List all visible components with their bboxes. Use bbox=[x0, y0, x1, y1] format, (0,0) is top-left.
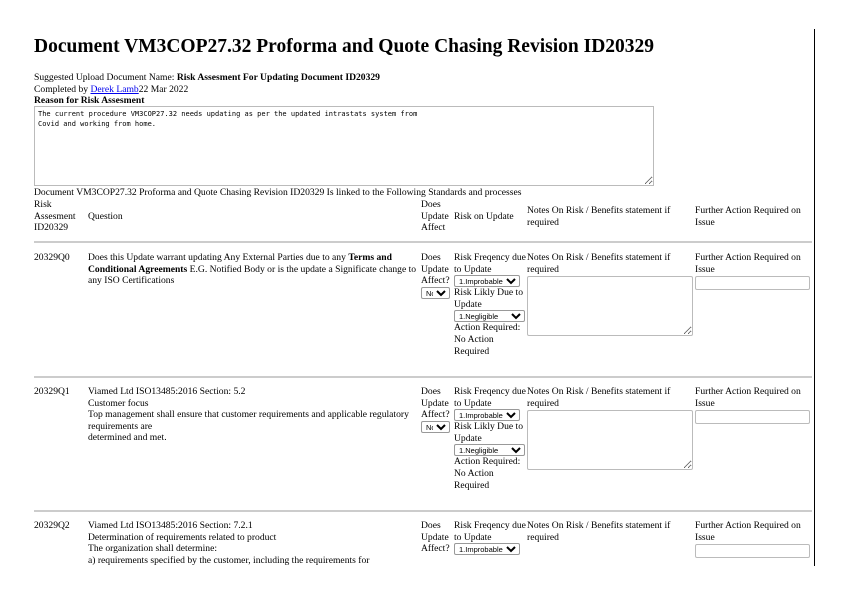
header-notes: Notes On Risk / Benefits statement if required bbox=[527, 205, 671, 228]
affect-label: Does Update Affect? bbox=[421, 386, 450, 421]
linked-standards-text: Document VM3COP27.32 Proforma and Quote Chasing Revision ID20329 Is linked to the Following Standards and processes bbox=[34, 187, 522, 198]
notes-textarea[interactable] bbox=[527, 276, 693, 336]
notes-label: Notes On Risk / Benefits statement if required bbox=[527, 386, 671, 409]
affect-cell bbox=[421, 386, 454, 433]
header-question: Question bbox=[88, 211, 123, 222]
action-label: Action Required: bbox=[454, 456, 521, 468]
table-row bbox=[34, 520, 812, 580]
action-value: No Action Required bbox=[454, 333, 494, 357]
affect-select[interactable] bbox=[421, 287, 450, 299]
further-label: Further Action Required on Issue bbox=[695, 252, 801, 275]
question-line: Customer focus bbox=[88, 397, 149, 409]
affect-cell bbox=[421, 252, 454, 299]
divider bbox=[34, 376, 812, 378]
row-id: 20329Q2 bbox=[34, 520, 70, 531]
risk-cell bbox=[454, 520, 526, 555]
freq-select[interactable] bbox=[454, 409, 520, 421]
freq-label: Risk Freqency due to Update bbox=[454, 386, 526, 409]
reason-label: Reason for Risk Assesment bbox=[34, 95, 145, 107]
header-risk: Risk on Update bbox=[454, 211, 514, 222]
row-question bbox=[88, 386, 418, 444]
question-text: E.G. Notified Body or is the update a Significate change to any ISO Certifications bbox=[88, 263, 417, 287]
row-id: 20329Q0 bbox=[34, 252, 70, 263]
table-row bbox=[34, 386, 812, 506]
further-label: Further Action Required on Issue bbox=[695, 386, 801, 409]
further-input[interactable] bbox=[695, 544, 810, 558]
further-input[interactable] bbox=[695, 276, 810, 290]
likely-select[interactable] bbox=[454, 444, 525, 456]
table-header bbox=[34, 199, 812, 239]
table-row bbox=[34, 252, 812, 372]
row-id: 20329Q1 bbox=[34, 386, 70, 397]
further-cell bbox=[695, 252, 813, 290]
affect-cell bbox=[421, 520, 454, 555]
affect-label: Does Update Affect? bbox=[421, 520, 450, 555]
header-affect: Does Update Affect bbox=[421, 199, 449, 234]
divider bbox=[34, 510, 812, 512]
row-question bbox=[88, 520, 418, 566]
page-edge-line bbox=[814, 29, 815, 566]
divider bbox=[34, 241, 812, 243]
reason-textarea[interactable] bbox=[34, 106, 654, 186]
action-label: Action Required: bbox=[454, 322, 521, 334]
action-value: No Action Required bbox=[454, 467, 494, 491]
freq-label: Risk Freqency due to Update bbox=[454, 520, 526, 543]
document-meta bbox=[34, 72, 734, 107]
freq-select[interactable] bbox=[454, 275, 520, 287]
notes-textarea[interactable] bbox=[527, 410, 693, 470]
notes-label: Notes On Risk / Benefits statement if required bbox=[527, 520, 671, 543]
notes-label: Notes On Risk / Benefits statement if required bbox=[527, 252, 671, 275]
upload-label: Suggested Upload Document Name: bbox=[34, 72, 177, 83]
question-bold: Terms and Conditional Agreements bbox=[88, 252, 392, 275]
question-line: Viamed Ltd ISO13485:2016 Section: 7.2.1 bbox=[88, 520, 253, 531]
question-line: The organization shall determine: bbox=[88, 543, 218, 555]
completed-by-label: Completed by bbox=[34, 83, 91, 95]
affect-label: Does Update Affect? bbox=[421, 252, 450, 287]
header-id: Risk Assesment ID20329 bbox=[34, 199, 76, 234]
page-title: Document VM3COP27.32 Proforma and Quote Chasing Revision ID20329 bbox=[34, 36, 655, 57]
affect-select[interactable] bbox=[421, 421, 450, 433]
notes-cell bbox=[527, 386, 692, 470]
question-line: Viamed Ltd ISO13485:2016 Section: 5.2 bbox=[88, 386, 246, 397]
completed-date: 22 Mar 2022 bbox=[138, 83, 189, 95]
risk-cell bbox=[454, 252, 526, 357]
notes-cell bbox=[527, 252, 692, 336]
question-line: a) requirements specified by the customer, including the requirements for bbox=[88, 554, 370, 566]
question-text: Does this Update warrant updating Any External Parties due to any bbox=[88, 252, 349, 263]
freq-label: Risk Freqency due to Update bbox=[454, 252, 526, 275]
likely-select[interactable] bbox=[454, 310, 525, 322]
header-further: Further Action Required on Issue bbox=[695, 205, 801, 228]
further-cell bbox=[695, 386, 813, 424]
further-cell bbox=[695, 520, 813, 558]
likely-label: Risk Likly Due to Update bbox=[454, 287, 524, 310]
question-line: Top management shall ensure that customer requirements and applicable regulatory requirements are bbox=[88, 409, 409, 432]
notes-cell bbox=[527, 520, 692, 543]
freq-select[interactable] bbox=[454, 543, 520, 555]
question-line: determined and met. bbox=[88, 432, 167, 444]
risk-cell bbox=[454, 386, 526, 491]
question-line: Determination of requirements related to product bbox=[88, 531, 277, 543]
further-label: Further Action Required on Issue bbox=[695, 520, 801, 543]
completed-by-link[interactable]: Derek Lamb bbox=[90, 83, 139, 95]
upload-name: Risk Assesment For Updating Document ID20329 bbox=[176, 72, 380, 83]
row-question bbox=[88, 252, 418, 287]
further-input[interactable] bbox=[695, 410, 810, 424]
likely-label: Risk Likly Due to Update bbox=[454, 421, 524, 444]
